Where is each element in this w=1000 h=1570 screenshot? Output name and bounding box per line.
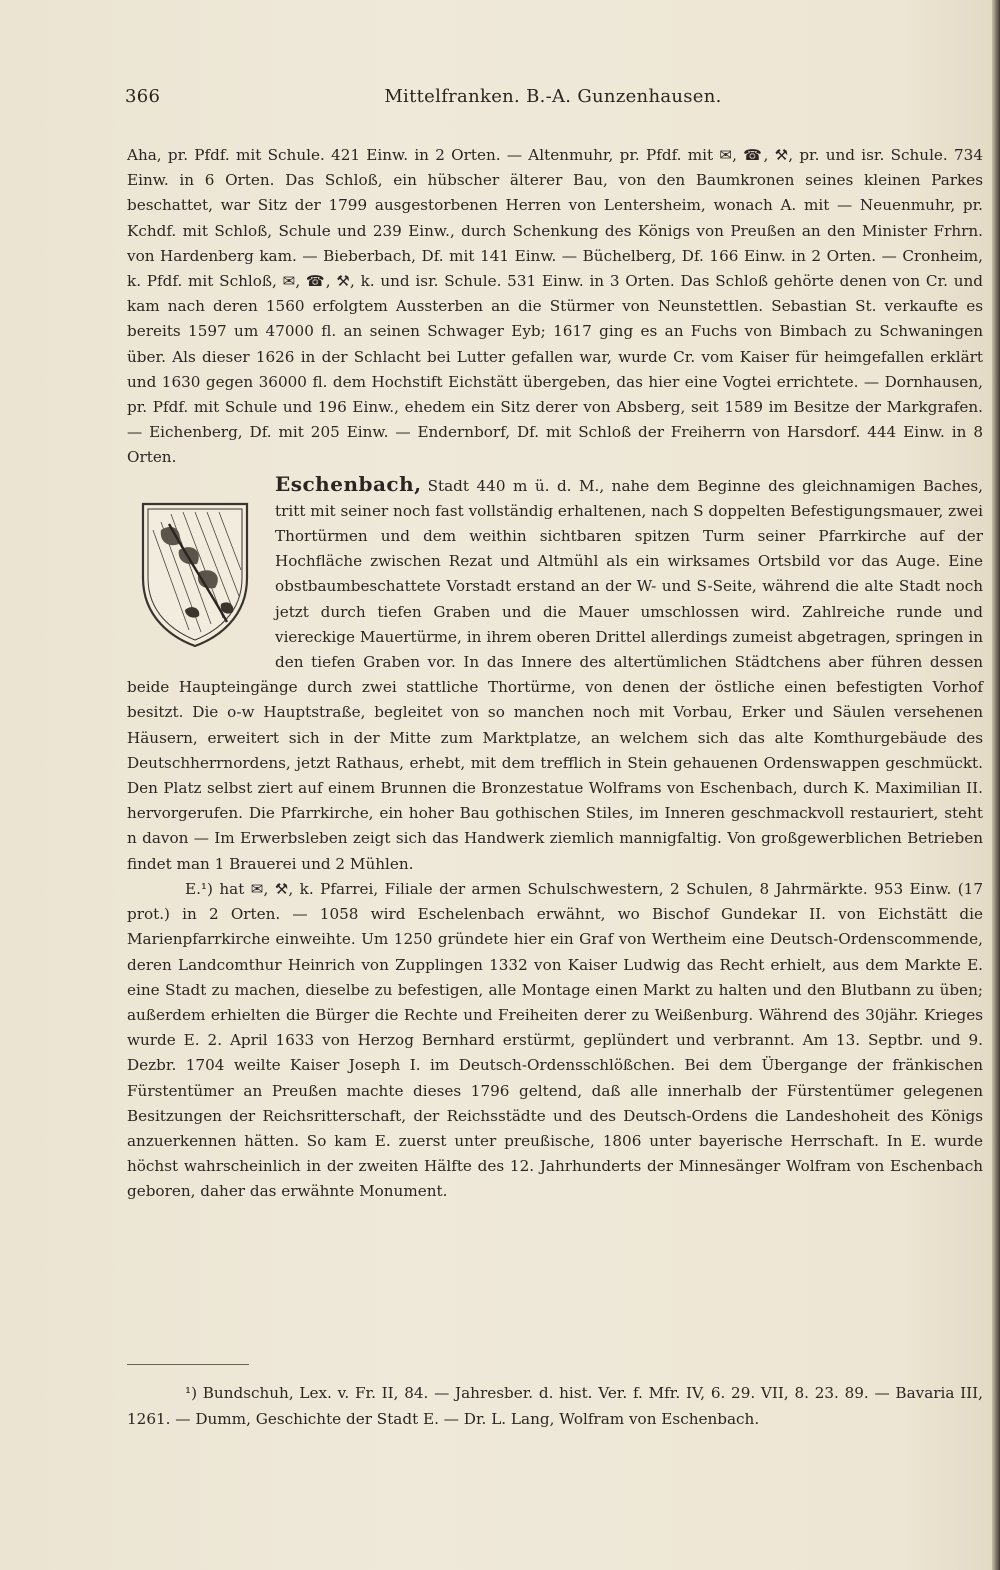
paragraph-eschenbach-intro: Stadt 440 m ü. d. M., nahe dem Beginne des gleichnamigen Baches, tritt mit seiner noch fast vollständig erhaltenen, nach S doppelten Befestigungsmauer, zwei Thortürmen und dem weithin sichtbaren spitzen Turm seiner Pfarrkirche auf der Hochfläche zwischen Rezat und Altmühl als ein wirksames Ortsbild vor das Auge. Eine obstbaumbeschattete Vorstadt erstand an der W- und S-Seite, während die alte Stadt noch jetzt durch tiefen Graben und die Mauer umschlossen wird. Zahlreiche runde und viereckige Mauertürme, in ihrem oberen Drittel allerdings zumeist abgetragen, springen in den tiefen Graben vor. In das Innere des altertümlichen Städtchens aber führen dessen beide Haupteingänge durch zwei stattliche Thortürme, von denen der östliche einen befestigten Vorhof besitzt. Die o-w Hauptstraße, begleitet von so manchen noch mit Vorbau, Erker und Säulen versehenen Häusern, erweitert sich in der Mitte zum Marktplatze, an welchem sich das alte Komthurgebäude des Deutschherrnordens, jetzt Rathaus, erhebt, mit dem trefflich in Stein gehauenen Ordenswappen geschmückt. Den Platz selbst ziert auf einem Brunnen die Bronzestatue Wolframs von Eschenbach, durch K. Maximilian II. hervorgerufen. Die Pfarrkirche, ein hoher Bau gothischen Stiles, im Inneren geschmackvoll restauriert, steht n davon — Im Erwerbsleben zeigt sich das Handwerk ziemlich mannigfaltig. Von großgewerblichen Betrieben findet man 1 Brauerei und 2 Mühlen. (127, 476, 983, 873)
page-number: 366 (125, 86, 161, 107)
paragraph-aha: Aha, pr. Pfdf. mit Schule. 421 Einw. in 2 Orten. — Altenmuhr, pr. Pfdf. mit ✉, ☎, ⚒, pr. und isr. Schule. 734 Einw. in 6 Orten. Das Schloß, ein hübscher älterer Bau, von den Baumkronen seines kleinen Parkes beschattet, war Sitz der 1799 ausgestorbenen Herren von Lentersheim, wonach A. mit — Neuenmuhr, pr. Kchdf. mit Schloß, Schule und 239 Einw., durch Schenkung des Königs von Preußen an den Minister Frhrn. von Hardenberg kam. — Bieberbach, Df. mit 141 Einw. — Büchelberg, Df. 166 Einw. in 2 Orten. — Cronheim, k. Pfdf. mit Schloß, ✉, ☎, ⚒, k. und isr. Schule. 531 Einw. in 3 Orten. Das Schloß gehörte denen von Cr. und kam nach deren 1560 erfolgtem Aussterben an die Stürmer von Neunstettlen. Sebastian St. verkaufte es bereits 1597 um 47000 fl. an seinen Schwager Eyb; 1617 ging es an Fuchs von Bimbach zu Schwaningen über. Als dieser 1626 in der Schlacht bei Lutter gefallen war, wurde Cr. vom Kaiser für heimgefallen erklärt und 1630 gegen 36000 fl. dem Hochstift Eichstätt übergeben, das hier eine Vogtei errichtete. — Dornhausen, pr. Pfdf. mit Schule und 196 Einw., ehedem ein Sitz derer von Absberg, seit 1589 im Besitze der Markgrafen. — Eichenberg, Df. mit 205 Einw. — Endernborf, Df. mit Schloß der Freiherrn von Harsdorf. 444 Einw. in 8 Orten. (127, 146, 983, 467)
coat-of-arms-image (139, 500, 251, 650)
page-header (125, 86, 981, 114)
eschenbach-section (127, 472, 983, 877)
footnote-1: ¹) Bundschuh, Lex. v. Fr. II, 84. — Jahresber. d. hist. Ver. f. Mfr. IV, 6. 29. VII, 8. 23. 89. — Bavaria III, 1261. — Dumm, Geschichte der Stadt E. — Dr. L. Lang, Wolfram von Eschenbach. (127, 1384, 983, 1428)
running-head: Mittelfranken. B.-A. Gunzenhausen. (384, 86, 722, 107)
body-text (127, 143, 983, 1205)
footnotes (127, 1380, 983, 1432)
page-edge (992, 0, 1000, 1570)
footnote-rule (127, 1364, 249, 1365)
paragraph-history: E.¹) hat ✉, ⚒, k. Pfarrei, Filiale der armen Schulschwestern, 2 Schulen, 8 Jahrmärkte. 953 Einw. (17 prot.) in 2 Orten. — 1058 wird Eschelenbach erwähnt, wo Bischof Gundekar II. von Eichstätt die Marienpfarrkirche einweihte. Um 1250 gründete hier ein Graf von Wertheim eine Deutsch-Ordenscommende, deren Landcomthur Heinrich von Zupplingen 1332 von Kaiser Ludwig das Recht erhielt, aus dem Markte E. eine Stadt zu machen, dieselbe zu befestigen, alle Montage einen Markt zu halten und den Blutbann zu üben; außerdem erhielten die Bürger die Rechte und Freiheiten derer zu Weißenburg. Während des 30jähr. Krieges wurde E. 2. April 1633 von Herzog Bernhard erstürmt, geplündert und verbrannt. Am 13. Septbr. und 9. Dezbr. 1704 weilte Kaiser Joseph I. im Deutsch-Ordensschlößchen. Bei dem Übergange der fränkischen Fürstentümer an Preußen machte dieses 1796 geltend, daß alle innerhalb der Fürstentümer gelegenen Besitzungen der Reichsritterschaft, der Reichsstädte und des Deutsch-Ordens die Landeshoheit des Königs anzuerkennen hätten. So kam E. zuerst unter preußische, 1806 unter bayerische Herrschaft. In E. wurde höchst wahrscheinlich in der zweiten Hälfte des 12. Jahrhunderts der Minnesänger Wolfram von Eschenbach geboren, daher das erwähnte Monument. (127, 879, 983, 1201)
section-title: Eschenbach, (275, 471, 422, 496)
